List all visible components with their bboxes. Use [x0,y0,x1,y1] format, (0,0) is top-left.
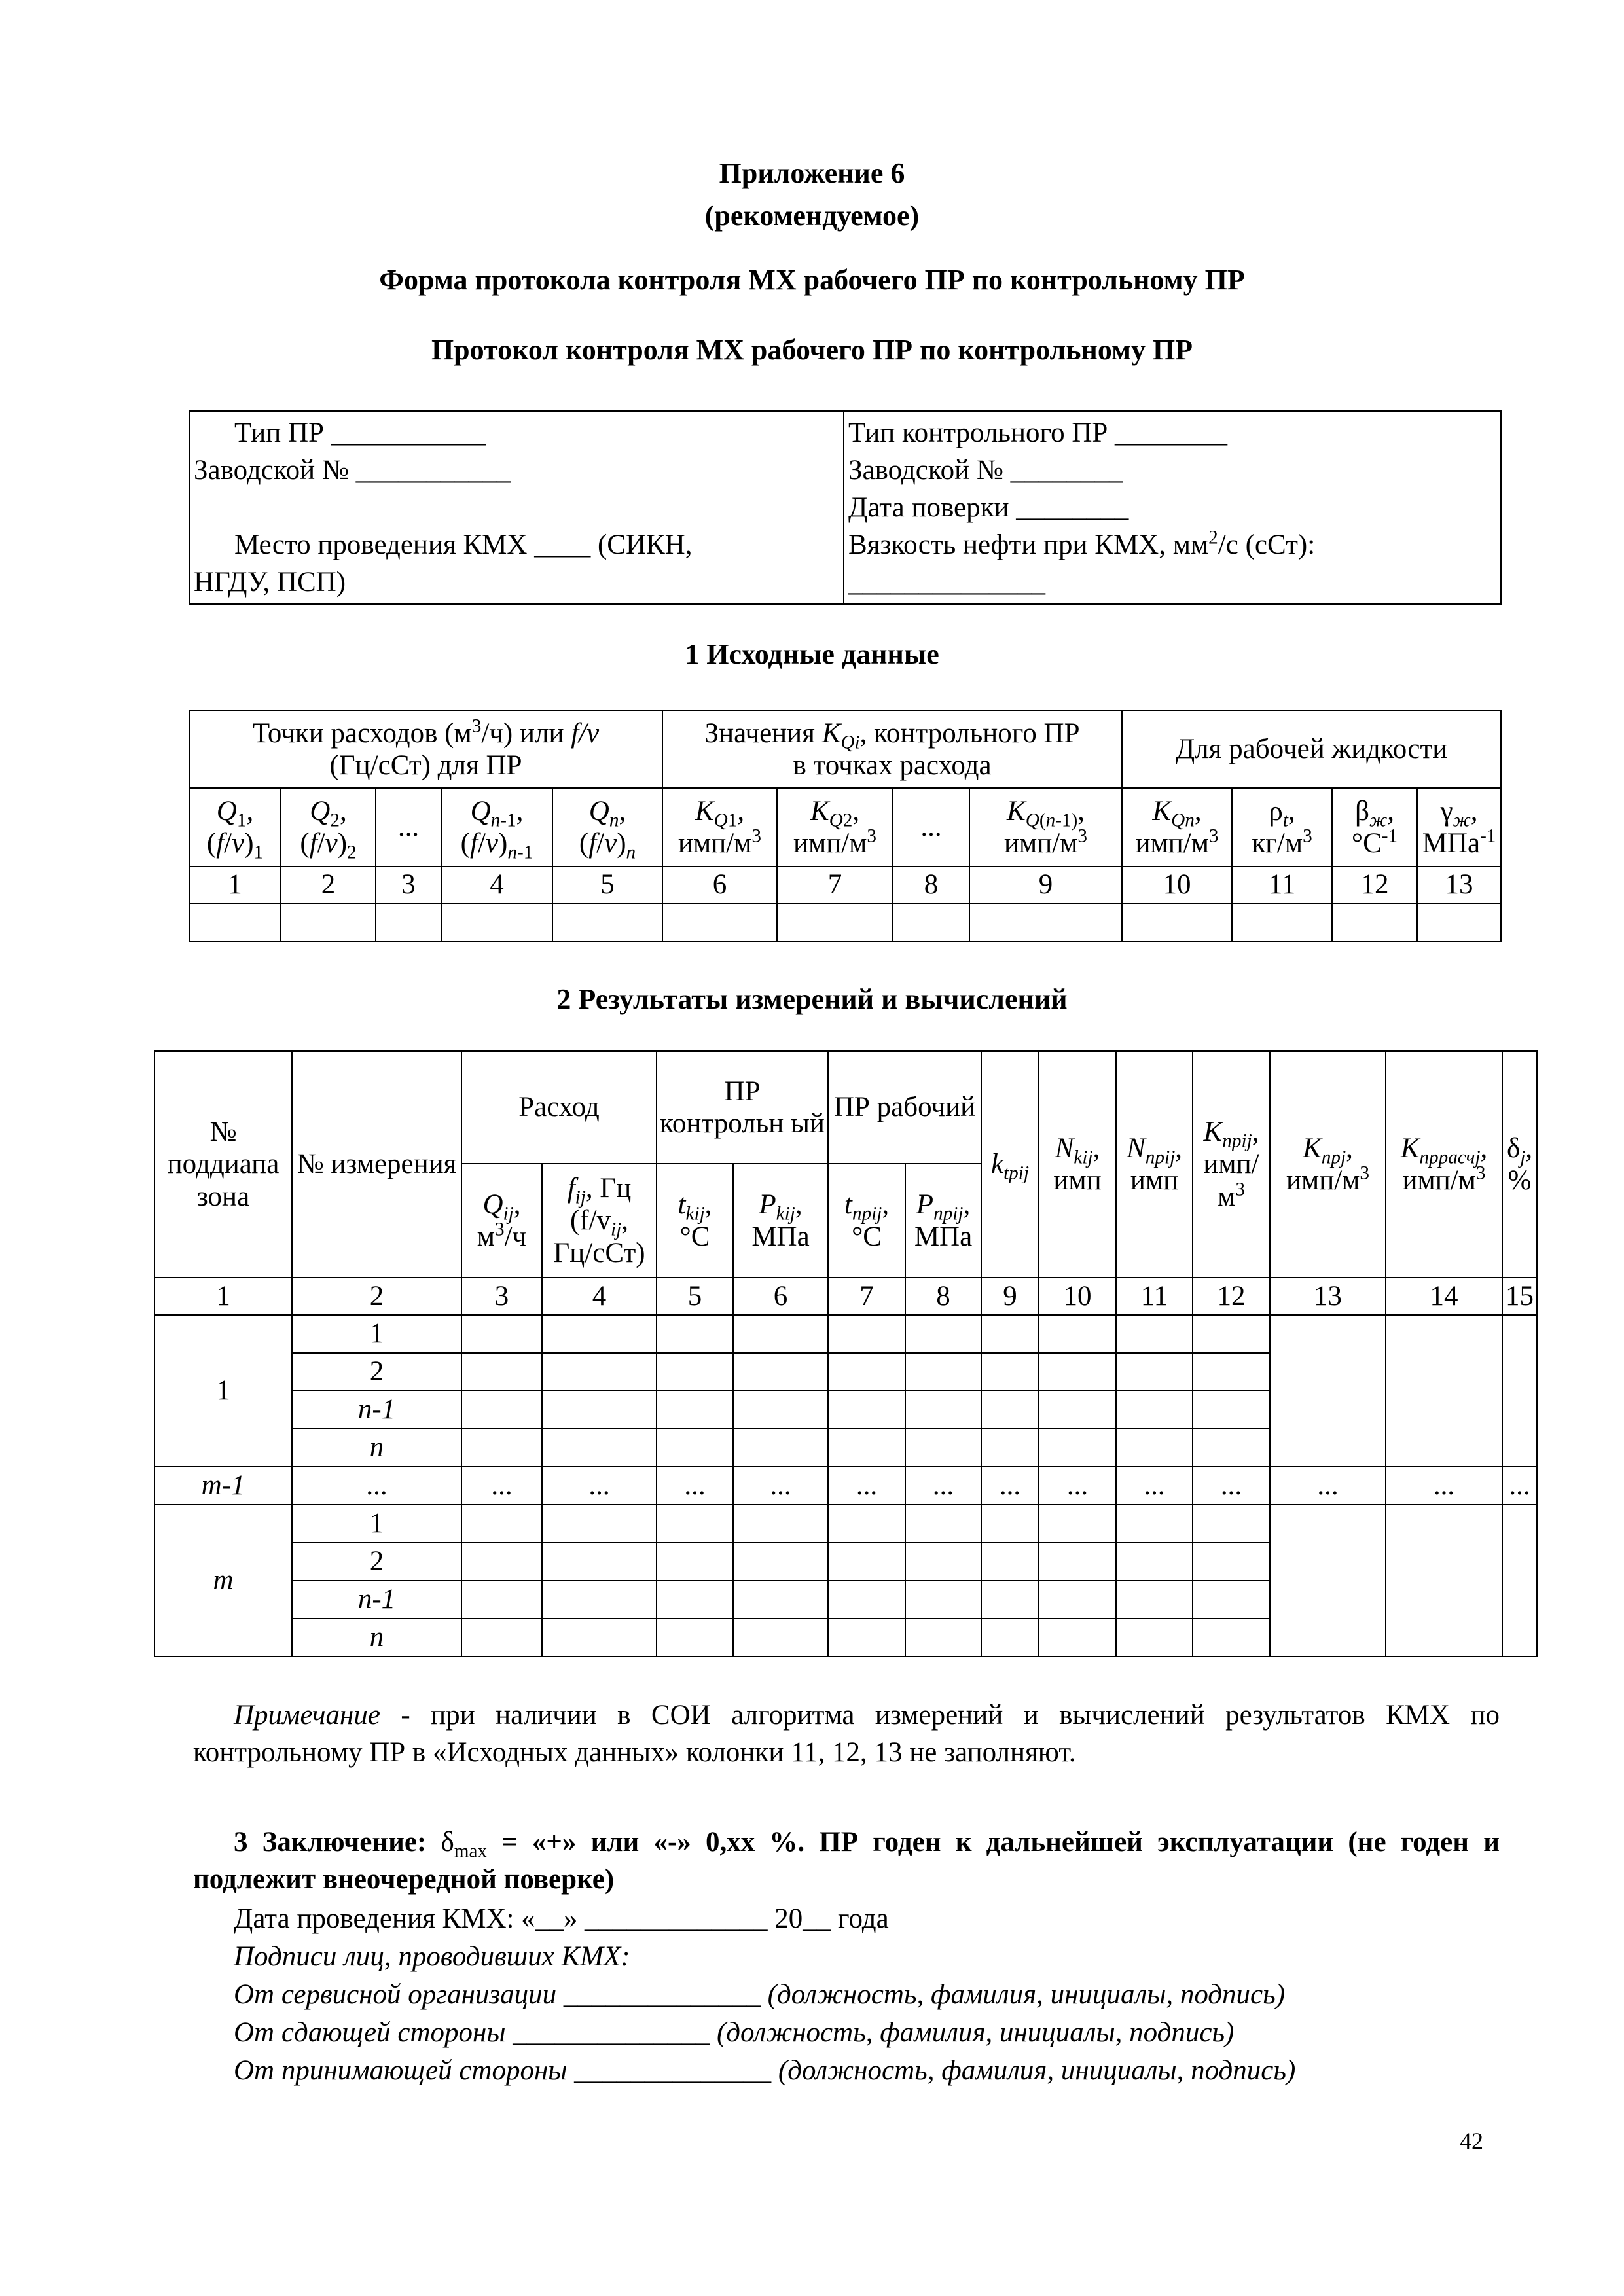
conclusion-text: = «+» или «-» 0,хх %. ПР годен к дальнейшей эксплуатации (не годен и подлежит внеочередной поверке) [193,1827,1500,1895]
note-paragraph [193,1696,1500,1771]
col-number: 15 [1502,1278,1537,1315]
note-text: - при наличии в СОИ алгоритма измерений и вычислений результатов КМХ по контрольному ПР в «Исходных данных» колонки 11, 12, 13 не заполняют. [193,1700,1500,1768]
measure-cell: 2 [292,1353,461,1391]
tnpij-header: $t_{npij}$, °С [828,1164,905,1278]
col-number: 10 [1122,867,1232,903]
tkij-header: $t_{kij}$, °С [657,1164,733,1278]
pr-working-header: ПР рабочий [828,1051,981,1164]
form-title: Форма протокола контроля МХ рабочего ПР по контрольному ПР [379,264,1245,296]
col-number: 13 [1417,867,1501,903]
pr-serial: Заводской № ___________ [194,455,511,486]
kq-values-header: Значения $K_{Qi}$, контрольного ПР в точках расхода [662,711,1122,788]
col-number: 11 [1116,1278,1193,1315]
section2-title: 2 Результаты измерений и вычислений [556,983,1068,1015]
col-number: 1 [154,1278,292,1315]
table-row [189,903,1501,941]
delta-symbol: δ [441,1827,454,1857]
delta-header: $\delta_j$, % [1502,1051,1537,1278]
col-number: 2 [292,1278,461,1315]
table-row: m-1 ... ... ... ... ... ... ... ... ... ... ... ... ... ... [154,1467,1537,1505]
beta-header: $\beta_ж$, $^\circ С^{-1}$ [1332,788,1417,867]
knpj-header: $K_{npj}$, имп/$м^3$ [1270,1051,1386,1278]
col-number: 9 [969,867,1122,903]
oil-viscosity-line: ______________ [848,567,1045,598]
col-number: 12 [1193,1278,1270,1315]
knprascj-header: $K_{npрасчj}$, имп/$м^3$ [1386,1051,1502,1278]
flow-header: Расход [461,1051,657,1164]
qn1-header: $Q_{n-1}$, $(f/v)_{n-1}$ [441,788,552,867]
subrange-cell: m-1 [154,1467,292,1505]
col-number: 6 [662,867,777,903]
measure-cell: n [292,1429,461,1467]
pr-type: Тип ПР ___________ [234,418,486,448]
kq1-header: $K_{Q1}$, имп/$м^3$ [662,788,777,867]
subrange-cell: m [154,1505,292,1657]
source-data-table [189,710,1502,942]
section1-title: 1 Исходные данные [685,638,939,670]
nkij-header: $N_{kij}$, имп [1039,1051,1116,1278]
kq-dots-header: ... [893,788,969,867]
info-table [189,410,1502,605]
col-number: 8 [905,1278,981,1315]
oil-viscosity: Вязкость нефти при КМХ, $мм^2/с$ (сСт): [848,527,1316,560]
col-number: 10 [1039,1278,1116,1315]
col-number: 4 [441,867,552,903]
measure-cell: n [292,1619,461,1657]
working-fluid-header: Для рабочей жидкости [1122,711,1501,788]
q1-header: $Q_1$, $(f/v)_1$ [189,788,281,867]
q2-header: $Q_2$, $(f/v)_2$ [281,788,376,867]
control-pr-type: Тип контрольного ПР ________ [848,418,1228,448]
measure-cell: n-1 [292,1581,461,1619]
qij-header: $Q_{ij}$, $м^3/ч$ [461,1164,542,1278]
col-number: 6 [733,1278,828,1315]
col-number: 8 [893,867,969,903]
note-label: Примечание [234,1700,380,1731]
col-number: 12 [1332,867,1417,903]
signature-service-org: От сервисной организации ______________ (должность, фамилия, инициалы, подпись) [234,1979,1286,2010]
conclusion-paragraph [193,1823,1500,1898]
conclusion-label: 3 Заключение: [234,1827,441,1857]
measurement-header: № измерения [292,1051,461,1278]
kmx-place-2: НГДУ, ПСП) [194,567,346,598]
measure-cell: n-1 [292,1391,461,1429]
gamma-header: $\gamma_ж$, МПа$^{-1}$ [1417,788,1501,867]
signatures-label: Подписи лиц, проводивших КМХ: [234,1941,630,1972]
knpij-header: $K_{npij}$, имп/ $м^3$ [1193,1051,1270,1278]
results-table [154,1050,1538,1657]
qn-header: $Q_n$, $(f/v)_n$ [552,788,662,867]
kqn-header: $K_{Qn}$, имп/$м^3$ [1122,788,1232,867]
appendix-title: Приложение 6 [719,157,905,189]
protocol-title: Протокол контроля МХ рабочего ПР по контрольному ПР [431,334,1193,366]
fij-header: $f_{ij}$, Гц ($f/v_{ij}$, Гц/сСт) [542,1164,657,1278]
kq2-header: $K_{Q2}$, имп/$м^3$ [777,788,893,867]
pr-control-header: ПР контрольн ый [657,1051,828,1164]
col-number: 3 [461,1278,542,1315]
col-number: 7 [828,1278,905,1315]
col-number: 3 [376,867,441,903]
table-row [154,1315,1537,1353]
measure-cell: 1 [292,1315,461,1353]
col-number: 14 [1386,1278,1502,1315]
info-left [189,411,844,604]
col-number: 4 [542,1278,657,1315]
table-row [154,1505,1537,1543]
pnpij-header: $P_{npij}$, МПа [905,1164,981,1278]
control-pr-serial: Заводской № ________ [848,455,1123,486]
signature-receiving-party: От принимающей стороны ______________ (должность, фамилия, инициалы, подпись) [234,2055,1296,2086]
npij-header: $N_{npij}$, имп [1116,1051,1193,1278]
subrange-header: № поддиапа зона [154,1051,292,1278]
col-number: 13 [1270,1278,1386,1315]
verification-date: Дата поверки ________ [848,492,1129,523]
flow-points-header: Точки расходов $(м^3/ч)$ или f/v (Гц/сСт) для ПР [189,711,662,788]
col-number: 11 [1232,867,1332,903]
col-number: 7 [777,867,893,903]
kqn1-header: $K_{Q(n-1)}$, имп/$м^3$ [969,788,1122,867]
info-right [844,411,1501,604]
page-number: 42 [1460,2128,1483,2154]
signature-handing-party: От сдающей стороны ______________ (должность, фамилия, инициалы, подпись) [234,2017,1235,2048]
pkij-header: $P_{kij}$, МПа [733,1164,828,1278]
col-number: 9 [981,1278,1039,1315]
col-number: 5 [552,867,662,903]
q-dots-header: ... [376,788,441,867]
subrange-cell: 1 [154,1315,292,1467]
ktpij-header: $k_{tpij}$ [981,1051,1039,1278]
col-number: 5 [657,1278,733,1315]
appendix-recommended: (рекомендуемое) [704,200,920,232]
col-number: 2 [281,867,376,903]
density-header: $\rho_t$, $кг/м^3$ [1232,788,1332,867]
measure-cell: 2 [292,1543,461,1581]
kmx-place: Место проведения КМХ ____ (СИКН, [234,529,693,560]
col-number: 1 [189,867,281,903]
delta-sub: max [454,1840,488,1862]
kmx-date: Дата проведения КМХ: «__» _____________ 20__ года [234,1903,889,1934]
measure-cell: 1 [292,1505,461,1543]
